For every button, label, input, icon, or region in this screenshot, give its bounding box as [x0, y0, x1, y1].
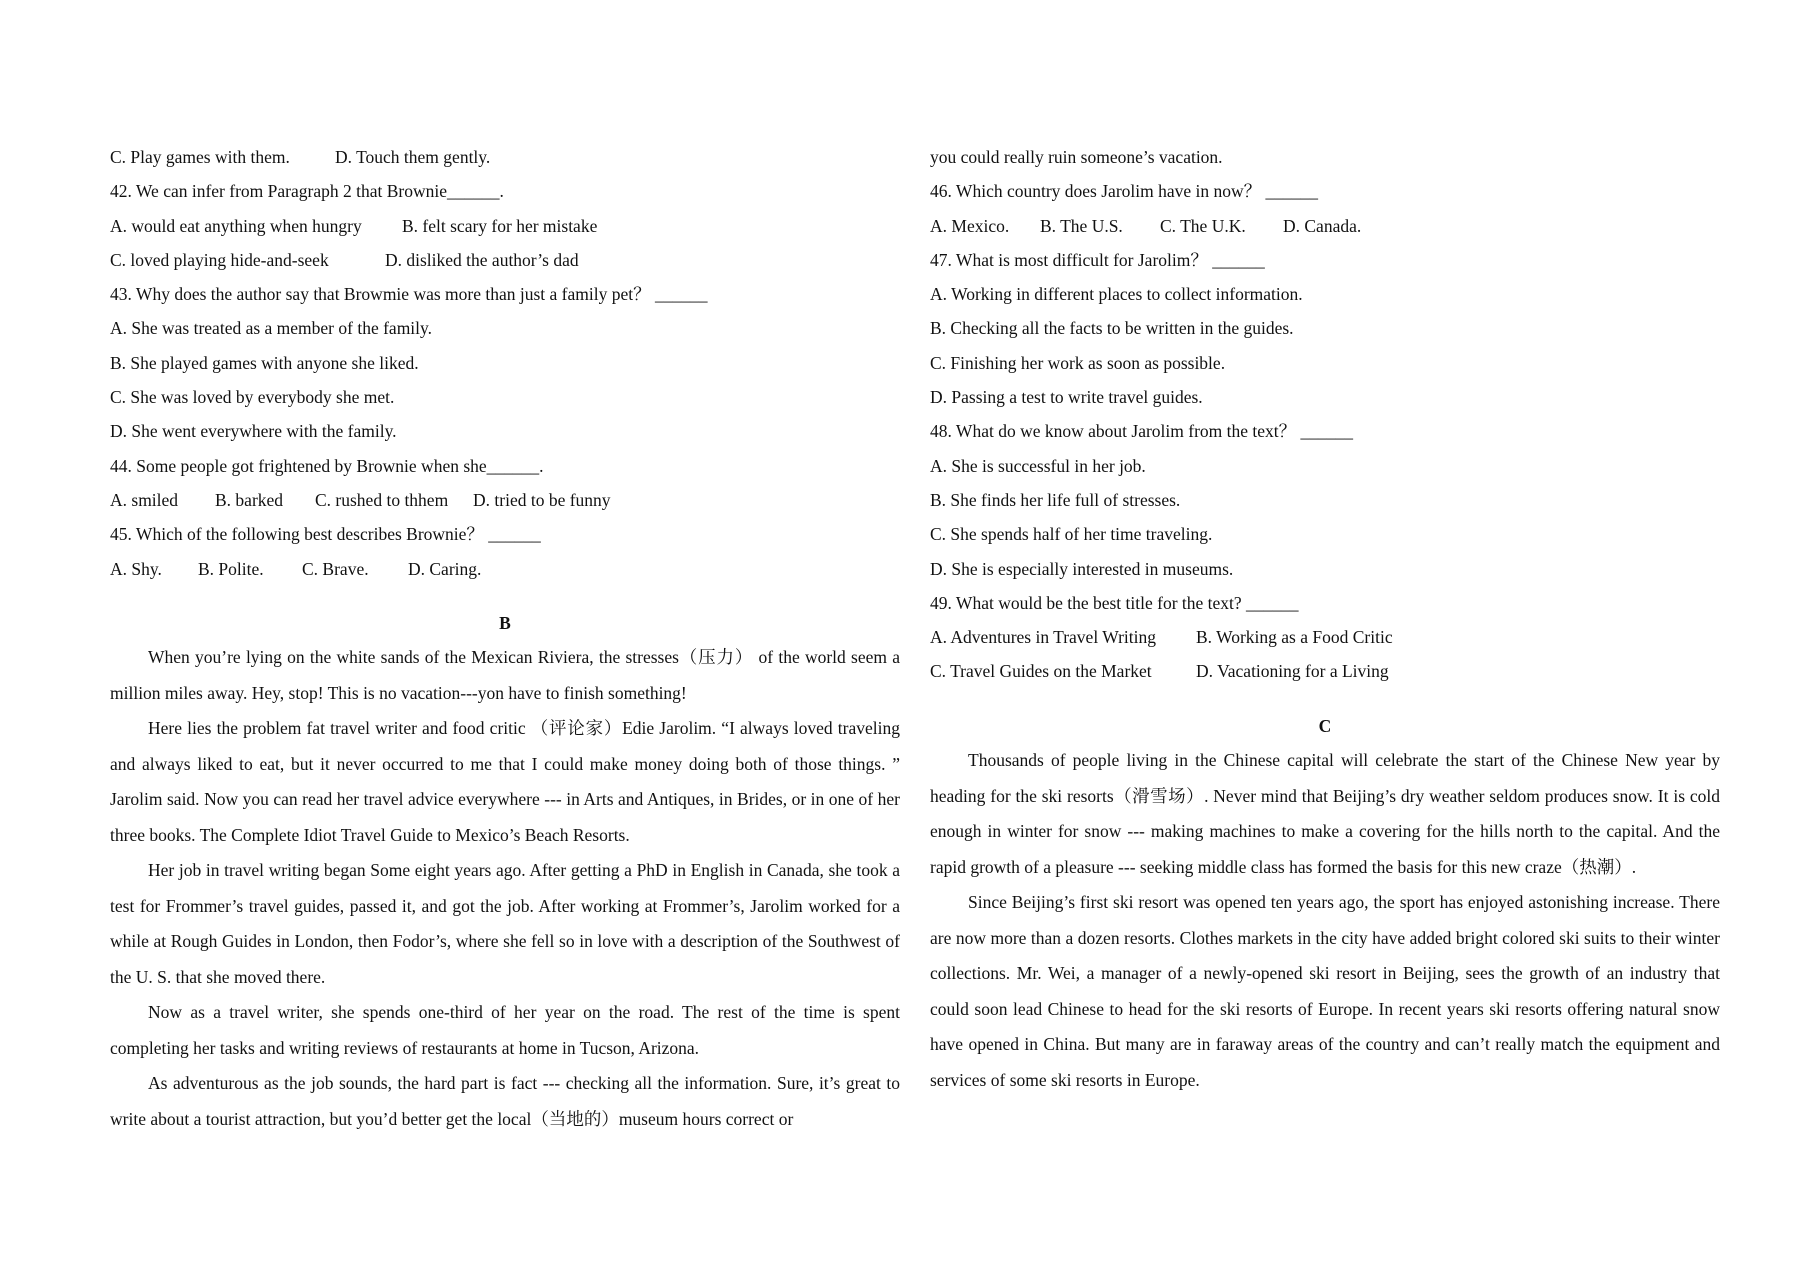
section-c-heading: C [1318, 715, 1332, 736]
q48-stem: 48. What do we know about Jarolim from the text？ ______ [930, 421, 1354, 442]
q43-stem: 43. Why does the author say that Browmie was more than just a family pet？ ______ [110, 284, 708, 305]
q44-option-d: D. tried to be funny [473, 489, 611, 510]
q48-option-a: A. She is successful in her job. [930, 455, 1146, 476]
q48-option-d: D. She is especially interested in museums. [930, 558, 1234, 579]
q43-option-d: D. She went everywhere with the family. [110, 421, 397, 442]
q46-stem: 46. Which country does Jarolim have in now？ ______ [930, 181, 1319, 202]
section-b-paragraph-3: Her job in travel writing began Some eight years ago. After getting a PhD in English in Canada, she took a test for Frommer’s travel guides, passed it, and got the job. After working at Frommer’s, Jarolim worked for a while at Rough Guides in London, then Fodor’s, where she fell so in love with a description of the Southwest of the U. S. that she moved there. [110, 860, 900, 987]
q48-option-c: C. She spends half of her time traveling. [930, 524, 1213, 545]
q41-options-cd [110, 140, 900, 174]
left-column [110, 140, 900, 1137]
section-c-paragraph-2: Since Beijing’s first ski resort was opened ten years ago, the sport has enjoyed astonishing increase. There are now more than a dozen resorts. Clothes markets in the city have added bright colored ski suits to their winter collections. Mr. Wei, a manager of a newly-opened ski resort in Beijing, sees the growth of an industry that could soon lead Chinese to head for the ski resorts of Europe. In recent years ski resorts offering natural snow have opened in China. But many are in faraway areas of the country and can’t really match the equipment and services of some ski resorts in Europe. [930, 892, 1720, 1090]
q45-stem: 45. Which of the following best describes Brownie？ ______ [110, 524, 541, 545]
q45-option-a: A. Shy. [110, 558, 162, 579]
q43-option-c: C. She was loved by everybody she met. [110, 387, 395, 408]
q45-options [110, 552, 900, 586]
section-b-paragraph-1: When you’re lying on the white sands of the Mexican Riviera, the stresses（压力） of the world seem a million miles away. Hey, stop! This is no vacation---yon have to finish something! [110, 647, 900, 703]
right-column [930, 140, 1720, 1098]
section-b-continuation: you could really ruin someone’s vacation. [930, 147, 1223, 167]
q43-option-a: A. She was treated as a member of the family. [110, 318, 433, 339]
q44-options [110, 483, 900, 517]
q42-option-d: D. disliked the author’s dad [385, 249, 579, 270]
q41-option-c: C. Play games with them. [110, 147, 290, 167]
section-b-paragraph-2: Here lies the problem fat travel writer and food critic （评论家）Edie Jarolim. “I always loved traveling and always liked to eat, but it never occurred to me that I could make money doing both of those things. ” Jarolim said. Now you can read her travel advice everywhere --- in Arts and Antiques, in Brides, or in one of her three books. The Complete Idiot Travel Guide to Mexico’s Beach Resorts. [110, 718, 900, 845]
q41-option-d: D. Touch them gently. [335, 147, 491, 167]
q47-option-c: C. Finishing her work as soon as possible. [930, 352, 1226, 373]
q42-option-c: C. loved playing hide-and-seek [110, 249, 329, 270]
q42-options-cd [110, 243, 900, 277]
q46-option-d: D. Canada. [1283, 215, 1362, 236]
q49-stem: 49. What would be the best title for the text? ______ [930, 592, 1299, 613]
q49-option-b: B. Working as a Food Critic [1196, 627, 1393, 648]
q42-option-b: B. felt scary for her mistake [402, 215, 598, 236]
q44-option-c: C. rushed to thhem [315, 489, 449, 510]
q43-option-b: B. She played games with anyone she liked. [110, 352, 419, 373]
q42-stem: 42. We can infer from Paragraph 2 that Brownie______. [110, 181, 504, 202]
q49-options-cd [930, 654, 1720, 688]
q49-options-ab [930, 620, 1720, 654]
q47-option-d: D. Passing a test to write travel guides. [930, 387, 1203, 408]
q44-option-b: B. barked [215, 489, 284, 510]
q45-option-b: B. Polite. [198, 558, 264, 579]
q44-stem: 44. Some people got frightened by Brownie when she______. [110, 455, 544, 476]
section-b-paragraph-5: As adventurous as the job sounds, the hard part is fact --- checking all the information. Sure, it’s great to write about a tourist attraction, but you’d better get the local（当地的）museum hours correct or [110, 1073, 900, 1129]
q47-option-b: B. Checking all the facts to be written in the guides. [930, 318, 1294, 339]
section-b-paragraph-4: Now as a travel writer, she spends one-third of her year on the road. The rest of the time is spent completing her tasks and writing reviews of restaurants at home in Tucson, Arizona. [110, 1002, 900, 1058]
q46-option-c: C. The U.K. [1160, 215, 1246, 236]
q46-option-b: B. The U.S. [1040, 215, 1123, 236]
q42-option-a: A. would eat anything when hungry [110, 215, 362, 236]
q46-option-a: A. Mexico. [930, 215, 1010, 236]
section-c-paragraph-1: Thousands of people living in the Chinese capital will celebrate the start of the Chinese New year by heading for the ski resorts（滑雪场）. Never mind that Beijing’s dry weather seldom produces snow. It is cold enough in winter for snow --- making machines to make a covering for the hills north to the capital. And the rapid growth of a pleasure --- seeking middle class has formed the basis for this new craze（热潮）. [930, 750, 1720, 877]
q44-option-a: A. smiled [110, 489, 179, 510]
q49-option-a: A. Adventures in Travel Writing [930, 627, 1156, 648]
q42-options-ab [110, 209, 900, 243]
q45-option-d: D. Caring. [408, 558, 482, 579]
q47-option-a: A. Working in different places to collect information. [930, 284, 1303, 305]
section-b-heading: B [499, 612, 511, 633]
q47-stem: 47. What is most difficult for Jarolim？ ______ [930, 249, 1265, 270]
q46-options [930, 209, 1720, 243]
q48-option-b: B. She finds her life full of stresses. [930, 489, 1181, 510]
q45-option-c: C. Brave. [302, 558, 369, 579]
q49-option-d: D. Vacationing for a Living [1196, 661, 1389, 682]
q49-option-c: C. Travel Guides on the Market [930, 661, 1152, 682]
